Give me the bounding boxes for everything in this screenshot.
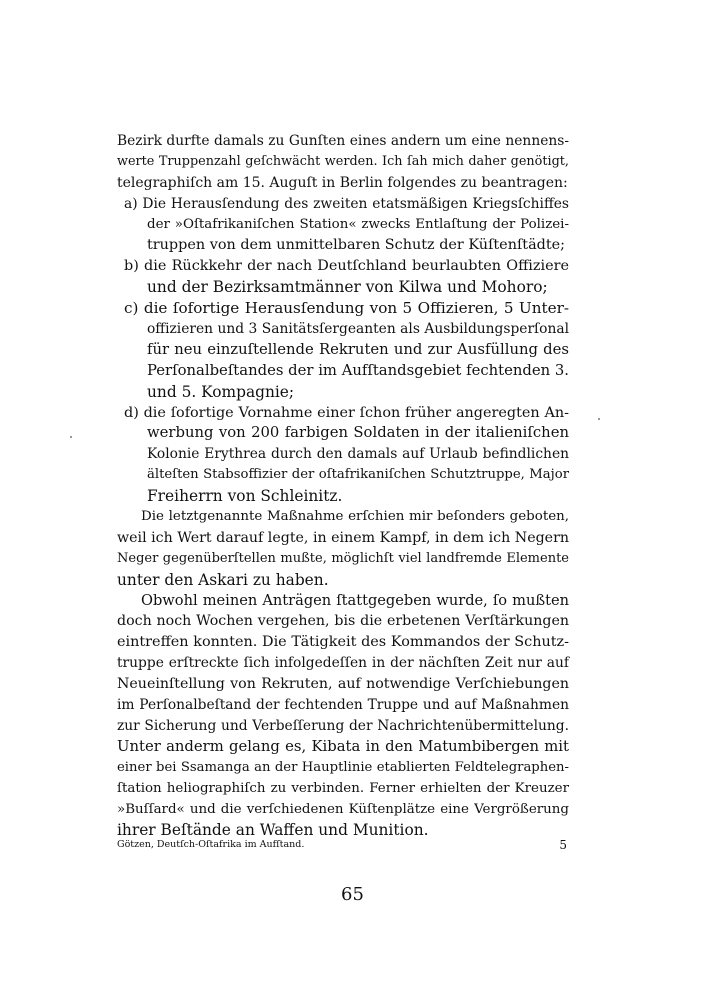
text-line: doch noch Wochen vergehen, bis die erbetenen Verſtärkungen	[117, 613, 569, 630]
text-line: werbung von 200 farbigen Soldaten in der italieniſchen	[147, 424, 569, 442]
body-text	[117, 131, 569, 841]
text-line: offizieren und 3 Sanitätsſergeanten als Ausbildungsperſonal	[147, 321, 569, 338]
text-line: Unter anderm gelang es, Kibata in den Matumbibergen mit	[117, 737, 569, 755]
paragraph-start: Obwohl meinen Anträgen ſtattgegeben wurde, ſo mußten	[141, 591, 569, 609]
scan-speck	[70, 436, 72, 438]
footnote	[117, 837, 569, 853]
text-line: und der Bezirksamtmänner von Kilwa und Mohoro;	[147, 278, 548, 297]
text-line: der »Oſtafrikaniſchen Station« zwecks Entlaſtung der Polizei-	[147, 216, 569, 232]
text-line: Perſonalbeſtandes der im Aufſtandsgebiet fechtenden 3.	[147, 361, 569, 379]
text-line: im Perſonalbeſtand der fechtenden Truppe und auf Maßnahmen	[117, 697, 569, 714]
paragraph-start: Die letztgenannte Maßnahme erſchien mir beſonders geboten,	[141, 509, 569, 525]
text-line: eintreffen konnten. Die Tätigkeit des Kommandos der Schutz-	[117, 634, 569, 651]
text-line: Bezirk durfte damals zu Gunſten eines andern um eine nennens-	[117, 133, 569, 149]
text-line: Kolonie Erythrea durch den damals auf Urlaub befindlichen	[147, 446, 569, 463]
page-number: 65	[341, 884, 364, 905]
signature-mark: 5	[559, 838, 567, 852]
text-line: einer bei Ssamanga an der Hauptlinie etablierten Feldtelegraphen-	[117, 759, 569, 775]
text-line: unter den Askari zu haben.	[117, 570, 329, 589]
text-line: für neu einzuſtellende Rekruten und zur Ausfüllung des	[147, 340, 569, 358]
text-line: Neger gegenüberſtellen mußte, möglichſt viel landfremde Elemente	[117, 550, 569, 566]
list-item-b: b) die Rückkehr der nach Deutſchland beurlaubten Offiziere	[124, 258, 569, 275]
text-line: werte Truppenzahl geſchwächt werden. Ich ſah mich daher genötigt,	[117, 153, 569, 169]
text-line: truppe erſtreckte ſich infolgedeſſen in der nächſten Zeit nur auf	[117, 655, 569, 672]
text-line: älteſten Stabsoffizier der oſtafrikaniſchen Schutztruppe, Major	[147, 467, 569, 483]
text-line: telegraphiſch am 15. Auguſt in Berlin folgendes zu beantragen:	[117, 174, 568, 191]
text-line: truppen von dem unmittelbaren Schutz der Küſtenſtädte;	[147, 237, 566, 254]
text-line: und 5. Kompagnie;	[147, 382, 295, 401]
text-line: zur Sicherung und Verbeſſerung der Nachrichtenübermittelung.	[117, 717, 569, 734]
text-line: ihrer Beſtände an Waffen und Munition.	[117, 821, 429, 840]
scan-speck	[598, 418, 600, 420]
list-item-d: d) die ſofortige Vornahme einer ſchon früher angeregten An-	[124, 404, 569, 421]
list-item-a: a) Die Herausſendung des zweiten etatsmäßigen Kriegsſchiffes	[124, 195, 569, 212]
footnote-text: Götzen, Deutſch-Oſtafrika im Aufſtand.	[117, 839, 305, 850]
text-line: »Buſſard« und die verſchiedenen Küſtenplätze eine Vergrößerung	[117, 801, 569, 817]
text-line: weil ich Wert darauf legte, in einem Kampf, in dem ich Negern	[117, 529, 569, 546]
text-line: Freiherrn von Schleinitz.	[147, 487, 343, 506]
list-item-c: c) die ſofortige Herausſendung von 5 Offizieren, 5 Unter-	[124, 299, 569, 318]
text-line: Neueinſtellung von Rekruten, auf notwendige Verſchiebungen	[117, 676, 569, 693]
text-line: ſtation heliographiſch zu verbinden. Ferner erhielten der Kreuzer	[117, 780, 569, 796]
